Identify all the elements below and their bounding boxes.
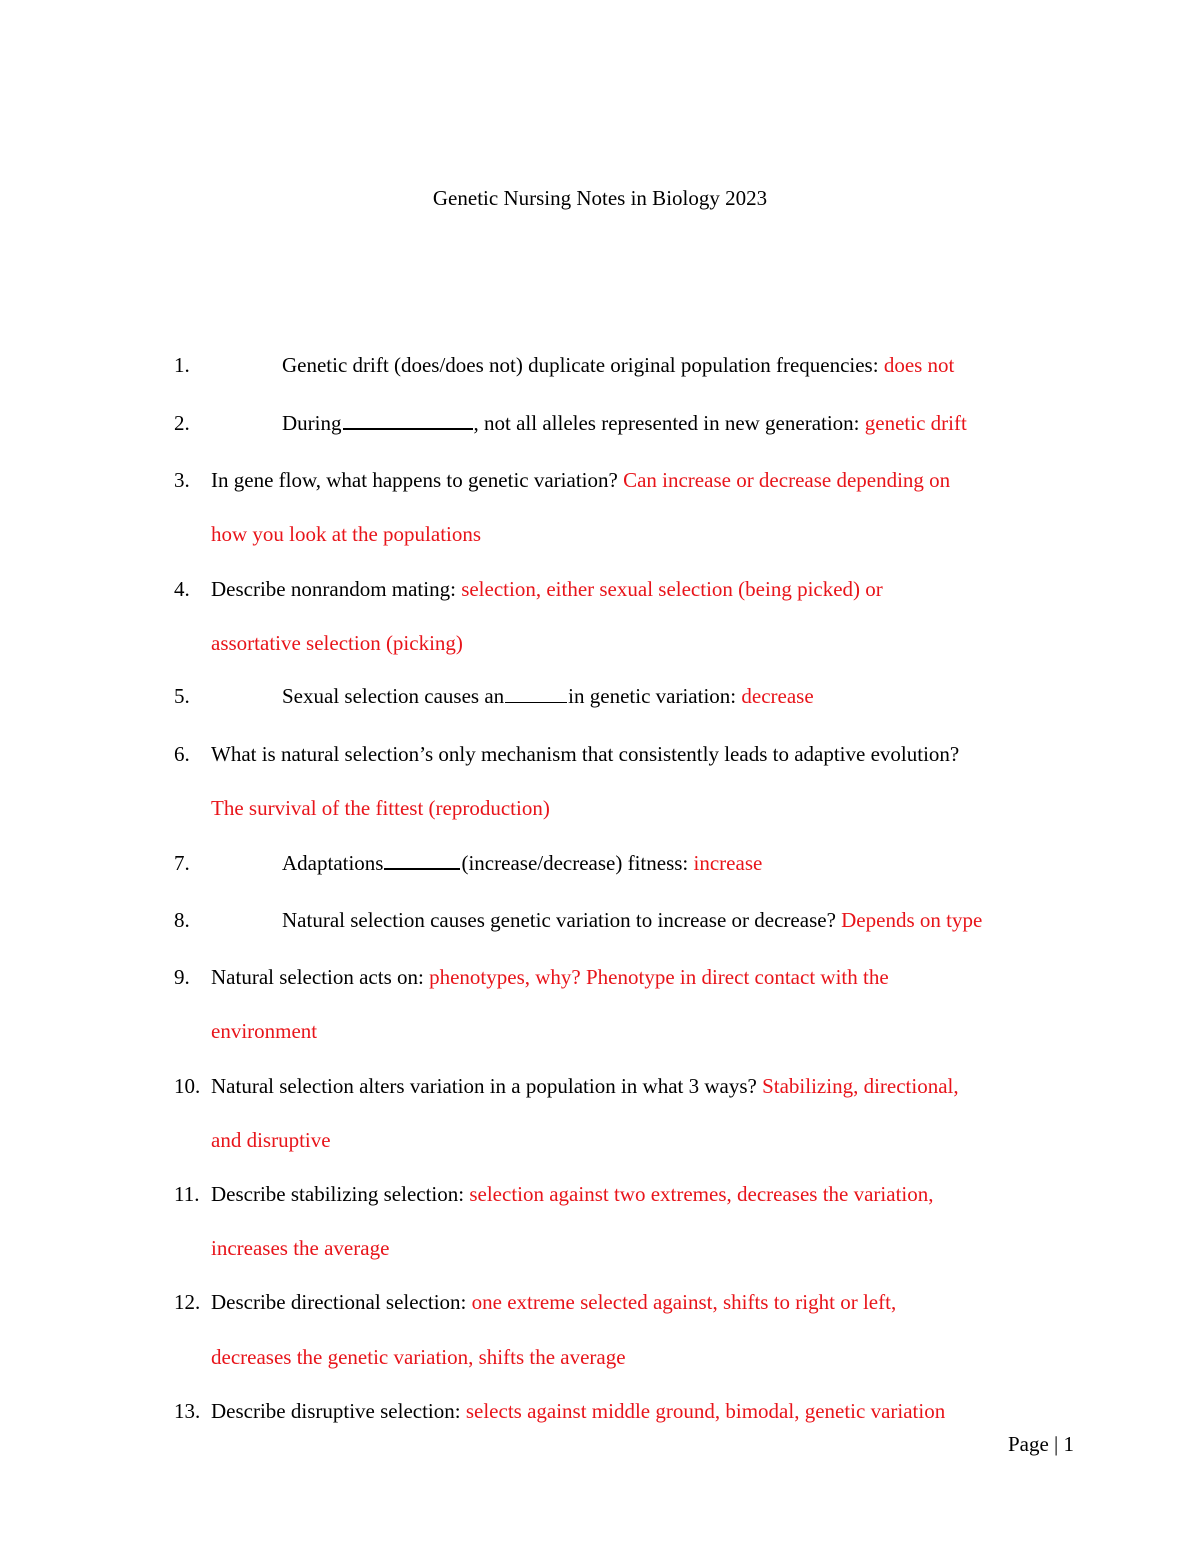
- item-text: [282, 408, 967, 438]
- answer-text: selection against two extremes, decreases the variation,: [469, 1182, 934, 1206]
- answer-text: does not: [883, 353, 955, 377]
- question-text: Sexual selection causes an: [282, 684, 505, 708]
- question-text: in genetic variation:: [568, 684, 742, 708]
- item-text: [211, 1396, 945, 1426]
- item-text: [282, 681, 814, 711]
- item-text: [211, 1071, 959, 1101]
- answer-text: one extreme selected against, shifts to right or left,: [471, 1290, 897, 1314]
- question-text: Natural selection causes genetic variation to increase or decrease?: [282, 908, 842, 932]
- item-number: 2.: [174, 411, 190, 435]
- fill-in-blank: [505, 682, 567, 703]
- question-text: (increase/decrease) fitness:: [461, 851, 694, 875]
- question-text: Natural selection acts on:: [211, 965, 430, 989]
- fill-in-blank: [384, 848, 460, 870]
- item-number: 9.: [174, 965, 190, 989]
- item-text: [211, 574, 883, 604]
- question-text: Describe directional selection:: [211, 1290, 472, 1314]
- answer-text: environment: [211, 1019, 318, 1043]
- item-number: 4.: [174, 577, 190, 601]
- answer-text: and disruptive: [211, 1128, 331, 1152]
- answer-text: Stabilizing, directional,: [762, 1074, 959, 1098]
- item-number: 8.: [174, 908, 190, 932]
- item-number: 12.: [174, 1290, 201, 1314]
- item-number: 10.: [174, 1074, 201, 1098]
- answer-text: selects against middle ground, bimodal, genetic variation: [465, 1399, 946, 1423]
- question-text: Adaptations: [282, 851, 384, 875]
- item-text: [211, 465, 950, 495]
- item-text: [282, 350, 954, 380]
- item-number: 3.: [174, 468, 190, 492]
- answer-text: The survival of the fittest (reproduction): [211, 796, 550, 820]
- question-text: Describe disruptive selection:: [211, 1399, 466, 1423]
- answer-text: assortative selection (picking): [211, 631, 463, 655]
- item-text: [211, 962, 889, 992]
- item-number: 6.: [174, 742, 190, 766]
- question-text: Describe nonrandom mating:: [211, 577, 462, 601]
- question-text: Natural selection alters variation in a population in what 3 ways?: [211, 1074, 763, 1098]
- question-text: Describe stabilizing selection:: [211, 1182, 470, 1206]
- item-text: [282, 905, 982, 935]
- answer-text: Depends on type: [841, 908, 983, 932]
- item-text: [211, 1179, 934, 1209]
- item-number: 11.: [174, 1182, 200, 1206]
- question-text: Genetic drift (does/does not) duplicate original population frequencies:: [282, 353, 884, 377]
- page-number: Page | 1: [1007, 1432, 1074, 1456]
- question-text: What is natural selection’s only mechanism that consistently leads to adaptive evolution?: [211, 742, 960, 766]
- answer-text: increase: [693, 851, 763, 875]
- question-text: During: [282, 411, 342, 435]
- item-number: 13.: [174, 1399, 201, 1423]
- answer-text: decrease: [741, 684, 814, 708]
- item-number: 5.: [174, 684, 190, 708]
- item-number: 7.: [174, 851, 190, 875]
- question-text: , not all alleles represented in new generation:: [473, 411, 865, 435]
- item-text: [282, 848, 762, 878]
- item-number: 1.: [174, 353, 190, 377]
- answer-text: selection, either sexual selection (being picked) or: [461, 577, 883, 601]
- answer-text: decreases the genetic variation, shifts the average: [211, 1345, 626, 1369]
- document-title: Genetic Nursing Notes in Biology 2023: [432, 186, 768, 210]
- item-text: [211, 1287, 896, 1317]
- answer-text: how you look at the populations: [211, 522, 482, 546]
- answer-text: Can increase or decrease depending on: [623, 468, 951, 492]
- answer-text: phenotypes, why? Phenotype in direct contact with the: [429, 965, 889, 989]
- answer-text: increases the average: [211, 1236, 390, 1260]
- question-text: In gene flow, what happens to genetic variation?: [211, 468, 624, 492]
- answer-text: genetic drift: [864, 411, 967, 435]
- fill-in-blank: [343, 408, 473, 430]
